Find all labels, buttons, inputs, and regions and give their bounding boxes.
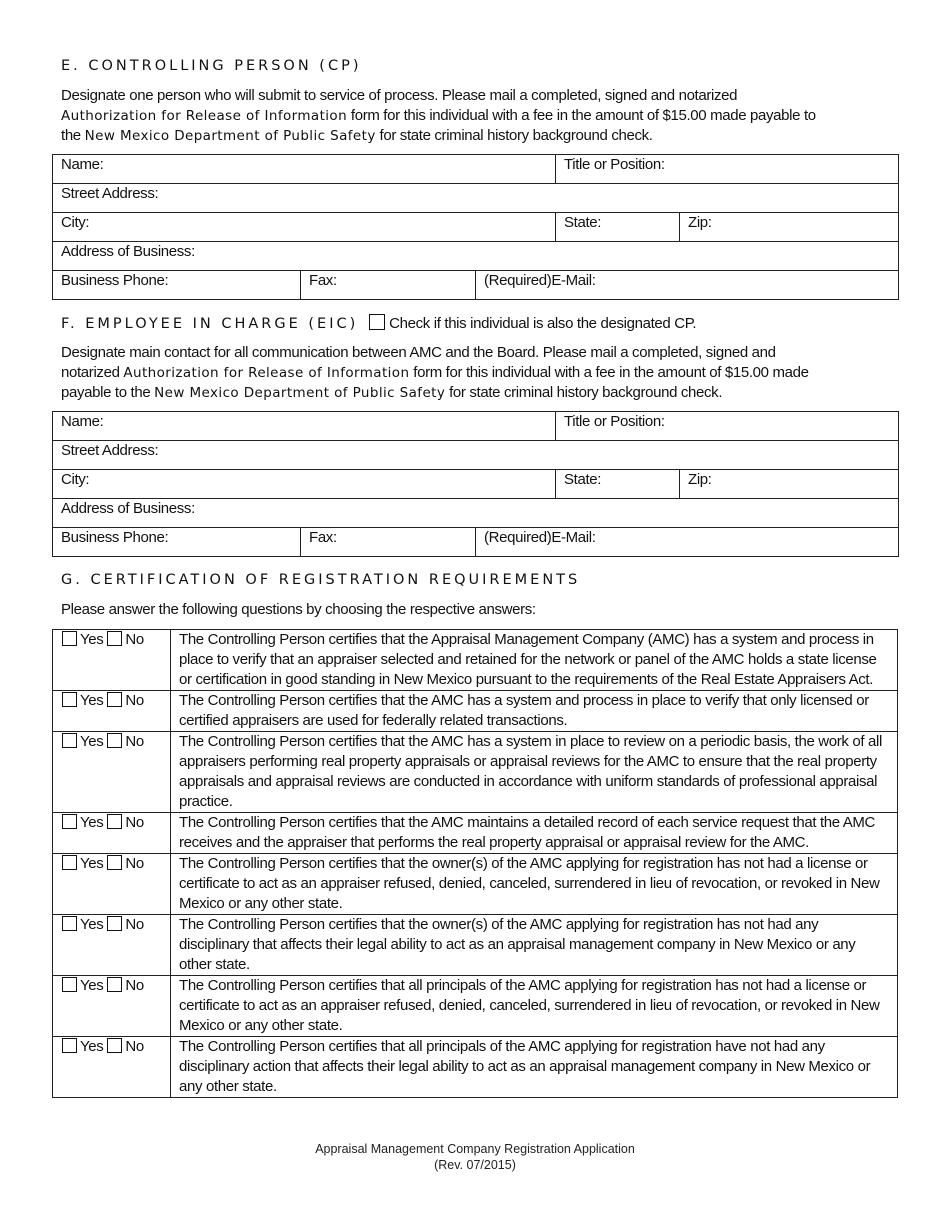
certification-row <box>53 1037 898 1098</box>
yes-label: Yes <box>80 692 104 709</box>
certification-row <box>53 691 898 732</box>
certification-row <box>53 630 898 691</box>
certification-question: The Controlling Person certifies that all principals of the AMC applying for registration have not had any disciplinary action that affects their legal ability to act as an appraisal management company in New Mexico or any other state. <box>171 1037 898 1098</box>
certification-question: The Controlling Person certifies that the AMC maintains a detailed record of each service request that the AMC receives and the appraiser that performs the real property appraisal or appraisal review for the AMC. <box>171 813 898 854</box>
cp-name-field[interactable]: Name: <box>53 155 556 184</box>
answer-cell <box>53 854 171 915</box>
no-label: No <box>125 733 144 750</box>
section-f-intro-text: notarized <box>61 364 124 381</box>
department-name: New Mexico Department of Public Safety <box>84 128 376 144</box>
answer-cell <box>53 915 171 976</box>
eic-state-field[interactable]: State: <box>556 470 680 499</box>
eic-fax-field[interactable]: Fax: <box>301 528 476 557</box>
no-checkbox[interactable] <box>107 814 122 829</box>
section-e-intro-text: the <box>61 127 85 144</box>
footer-title: Appraisal Management Company Registration Application <box>315 1142 635 1156</box>
eic-title-field[interactable]: Title or Position: <box>556 412 899 441</box>
section-f-intro <box>61 343 901 403</box>
yes-checkbox[interactable] <box>62 631 77 646</box>
yes-checkbox[interactable] <box>62 855 77 870</box>
section-f-intro-text: form for this individual with a fee in the amount of $15.00 made <box>409 364 809 381</box>
no-checkbox[interactable] <box>107 1038 122 1053</box>
certification-question: The Controlling Person certifies that all principals of the AMC applying for registration has not had a license or certificate to act as an appraiser refused, denied, canceled, surrendered in lieu of revocation, or revoked in New Mexico or any other state. <box>171 976 898 1037</box>
eic-street-field[interactable]: Street Address: <box>53 441 899 470</box>
section-e-intro-text: for state criminal history background check. <box>375 127 653 144</box>
certification-table <box>52 629 898 1098</box>
certification-question: The Controlling Person certifies that the Appraisal Management Company (AMC) has a system and process in place to verify that an appraiser selected and retained for the network or panel of the AMC holds a state license or certification in good standing in New Mexico pursuant to the requirements of the Real Estate Appraisers Act. <box>171 630 898 691</box>
section-f-heading: F. EMPLOYEE IN CHARGE (EIC) <box>61 316 359 332</box>
yes-label: Yes <box>80 855 104 872</box>
cp-contact-table <box>52 154 899 300</box>
eic-name-field[interactable]: Name: <box>53 412 556 441</box>
form-name: Authorization for Release of Information <box>123 365 410 381</box>
yes-label: Yes <box>80 814 104 831</box>
section-f-intro-line: Designate main contact for all communication between AMC and the Board. Please mail a completed, signed and <box>61 344 776 361</box>
no-label: No <box>125 692 144 709</box>
cp-business-address-field[interactable]: Address of Business: <box>53 242 899 271</box>
yes-label: Yes <box>80 631 104 648</box>
yes-checkbox[interactable] <box>62 733 77 748</box>
answer-cell <box>53 1037 171 1098</box>
eic-zip-field[interactable]: Zip: <box>680 470 899 499</box>
no-label: No <box>125 977 144 994</box>
certification-row <box>53 732 898 813</box>
yes-label: Yes <box>80 977 104 994</box>
certification-question: The Controlling Person certifies that the owner(s) of the AMC applying for registration has not had any disciplinary that affects their legal ability to act as an appraisal management company in New Mexico or any other state. <box>171 915 898 976</box>
no-checkbox[interactable] <box>107 692 122 707</box>
section-e-heading: E. CONTROLLING PERSON (CP) <box>61 58 362 74</box>
no-label: No <box>125 916 144 933</box>
cp-state-field[interactable]: State: <box>556 213 680 242</box>
designated-cp-checkbox-label: Check if this individual is also the designated CP. <box>389 315 697 332</box>
form-name: Authorization for Release of Information <box>61 108 348 124</box>
certification-question: The Controlling Person certifies that the owner(s) of the AMC applying for registration has not had a license or certificate to act as an appraiser refused, denied, canceled, surrendered in lieu of revocation, or revoked in New Mexico or any other state. <box>171 854 898 915</box>
cp-zip-field[interactable]: Zip: <box>680 213 899 242</box>
yes-label: Yes <box>80 733 104 750</box>
section-g-instruction: Please answer the following questions by choosing the respective answers: <box>61 601 536 618</box>
section-e-intro-text: form for this individual with a fee in the amount of $15.00 made payable to <box>347 107 816 124</box>
no-checkbox[interactable] <box>107 916 122 931</box>
cp-street-field[interactable]: Street Address: <box>53 184 899 213</box>
answer-cell <box>53 691 171 732</box>
cp-business-phone-field[interactable]: Business Phone: <box>53 271 301 300</box>
certification-row <box>53 813 898 854</box>
certification-question: The Controlling Person certifies that the AMC has a system in place to review on a periodic basis, the work of all appraisers performing real property appraisals or appraisal reviews for the AMC to ensure that the real property appraisals and appraisal reviews are conducted in accordance with uniform standards of professional appraisal practice. <box>171 732 898 813</box>
cp-title-field[interactable]: Title or Position: <box>556 155 899 184</box>
eic-contact-table <box>52 411 899 557</box>
cp-fax-field[interactable]: Fax: <box>301 271 476 300</box>
no-checkbox[interactable] <box>107 855 122 870</box>
section-f-intro-text: for state criminal history background check. <box>445 384 723 401</box>
eic-business-address-field[interactable]: Address of Business: <box>53 499 899 528</box>
yes-checkbox[interactable] <box>62 692 77 707</box>
no-label: No <box>125 631 144 648</box>
no-label: No <box>125 1038 144 1055</box>
yes-label: Yes <box>80 916 104 933</box>
eic-city-field[interactable]: City: <box>53 470 556 499</box>
no-label: No <box>125 814 144 831</box>
eic-email-field[interactable]: (Required)E-Mail: <box>476 528 899 557</box>
no-checkbox[interactable] <box>107 733 122 748</box>
cp-email-field[interactable]: (Required)E-Mail: <box>476 271 899 300</box>
yes-label: Yes <box>80 1038 104 1055</box>
no-checkbox[interactable] <box>107 631 122 646</box>
designated-cp-checkbox[interactable] <box>369 314 385 330</box>
section-g-heading: G. CERTIFICATION OF REGISTRATION REQUIREMENTS <box>61 572 581 588</box>
certification-question: The Controlling Person certifies that the AMC has a system and process in place to verify that only licensed or certified appraisers are used for federally related transactions. <box>171 691 898 732</box>
section-f-header-row <box>61 314 696 334</box>
section-e-intro <box>61 86 901 146</box>
answer-cell <box>53 732 171 813</box>
certification-row <box>53 915 898 976</box>
certification-row <box>53 976 898 1037</box>
answer-cell <box>53 813 171 854</box>
yes-checkbox[interactable] <box>62 916 77 931</box>
no-checkbox[interactable] <box>107 977 122 992</box>
answer-cell <box>53 630 171 691</box>
cp-city-field[interactable]: City: <box>53 213 556 242</box>
certification-row <box>53 854 898 915</box>
answer-cell <box>53 976 171 1037</box>
footer-revision: (Rev. 07/2015) <box>434 1158 516 1172</box>
section-f-intro-text: payable to the <box>61 384 155 401</box>
yes-checkbox[interactable] <box>62 814 77 829</box>
yes-checkbox[interactable] <box>62 977 77 992</box>
eic-business-phone-field[interactable]: Business Phone: <box>53 528 301 557</box>
no-label: No <box>125 855 144 872</box>
department-name: New Mexico Department of Public Safety <box>154 385 446 401</box>
section-e-intro-line: Designate one person who will submit to service of process. Please mail a completed, signed and notarized <box>61 87 738 104</box>
yes-checkbox[interactable] <box>62 1038 77 1053</box>
